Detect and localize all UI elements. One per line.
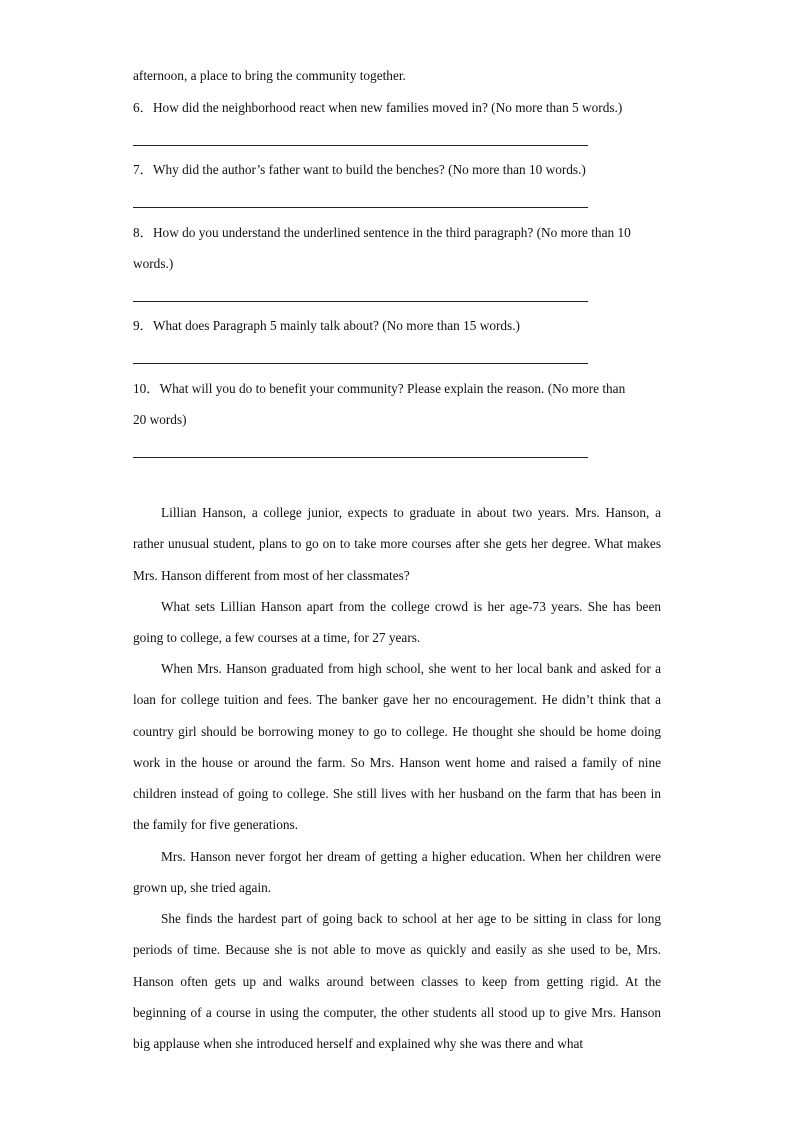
- answer-line-8[interactable]: [133, 301, 588, 302]
- answer-line-9[interactable]: [133, 363, 588, 364]
- passage-paragraph-5: She finds the hardest part of going back to school at her age to be sitting in class for long periods of time. Because she is not able to move as quickly and easily as she used to be, Mrs. Hanson often gets up and walks around between classes to keep from getting rigid. At the beginning of a course in using the computer, the other students all stood up to give Mrs. Hanson big applause when she introduced herself and explained why she was there and what: [133, 911, 661, 1052]
- answer-line-7[interactable]: [133, 207, 588, 208]
- question-7: 7．Why did the author’s father want to build the benches? (No more than 10 words.): [133, 162, 586, 177]
- question-9: 9．What does Paragraph 5 mainly talk about? (No more than 15 words.): [133, 318, 520, 333]
- question-10-line-1: 10．What will you do to benefit your community? Please explain the reason. (No more than: [133, 381, 626, 396]
- question-10-line-2: 20 words): [133, 412, 187, 427]
- answer-line-10[interactable]: [133, 457, 588, 458]
- question-8-line-2: words.): [133, 256, 174, 271]
- question-6: 6．How did the neighborhood react when new families moved in? (No more than 5 words.): [133, 100, 623, 115]
- passage-paragraph-1: Lillian Hanson, a college junior, expects to graduate in about two years. Mrs. Hanson, a rather unusual student, plans to go on to take more courses after she gets her degree. What makes Mrs. Hanson different from most of her classmates?: [133, 505, 661, 583]
- passage-paragraph-4: Mrs. Hanson never forgot her dream of getting a higher education. When her children were grown up, she tried again.: [133, 849, 661, 896]
- previous-passage-end: afternoon, a place to bring the community together.: [133, 68, 406, 83]
- question-8-line-1: 8．How do you understand the underlined sentence in the third paragraph? (No more than 10: [133, 225, 631, 240]
- passage-paragraph-2: What sets Lillian Hanson apart from the college crowd is her age-73 years. She has been going to college, a few courses at a time, for 27 years.: [133, 599, 661, 646]
- answer-line-6[interactable]: [133, 145, 588, 146]
- passage-paragraph-3: When Mrs. Hanson graduated from high school, she went to her local bank and asked for a loan for college tuition and fees. The banker gave her no encouragement. He didn’t think that a country girl should be borrowing money to go to college. He thought she should be home doing work in the house or around the farm. So Mrs. Hanson went home and raised a family of nine children instead of going to college. She still lives with her husband on the farm that has been in the family for five generations.: [133, 661, 661, 833]
